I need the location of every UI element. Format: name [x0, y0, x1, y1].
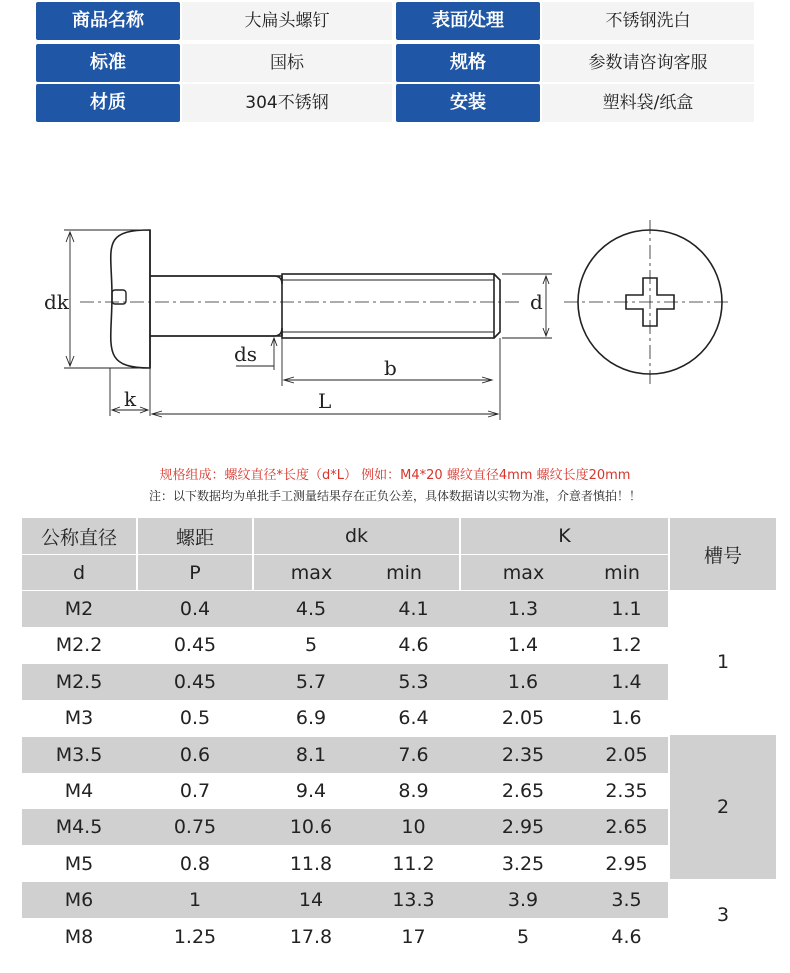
b-label: b: [384, 356, 397, 380]
cell-p: 0.45: [173, 670, 217, 693]
cell-d: M4.5: [55, 816, 103, 839]
cell-k-max: 5: [516, 925, 530, 948]
cell-k-min: 2.35: [605, 780, 648, 802]
info-label: 标准: [36, 44, 180, 82]
cell-k-min: 4.6: [611, 925, 642, 948]
cell-k-max: 2.65: [501, 780, 545, 802]
screw-technical-drawing: [40, 218, 730, 450]
cell-k-max: 1.4: [507, 634, 539, 657]
header-k-max: max: [502, 561, 545, 584]
slot-cell: 2: [670, 735, 776, 879]
cell-dk-max: 5.7: [295, 670, 327, 693]
cell-d: M6: [64, 889, 94, 912]
cell-d: M8: [64, 925, 94, 948]
header-dk: dk: [254, 518, 459, 554]
info-value: 塑料袋/纸盒: [542, 84, 754, 122]
cell-k-min: 2.05: [605, 743, 648, 766]
cell-d: M2: [64, 598, 94, 620]
slot-cell: 1: [670, 591, 776, 733]
spec-note: 规格组成：螺纹直径*长度（d*L） 例如：M4*20 螺纹直径4mm 螺纹长度20mm: [159, 468, 631, 483]
ds-label: ds: [234, 342, 258, 366]
table-row: [22, 737, 668, 773]
cell-dk-min: 4.6: [398, 634, 429, 657]
cell-k-max: 2.95: [501, 816, 545, 839]
cell-k-max: 2.05: [501, 707, 545, 730]
cell-k-min: 1.2: [611, 634, 642, 657]
header-dk-max: max: [290, 561, 333, 584]
header-k: K: [461, 518, 668, 554]
info-value: 参数请咨询客服: [542, 44, 754, 82]
cell-k-min: 1.1: [611, 598, 642, 620]
cell-d: M2.5: [55, 670, 103, 693]
header-d: d: [22, 555, 136, 590]
cell-d: M4: [64, 780, 94, 802]
cell-p: 1: [188, 889, 202, 912]
cell-dk-min: 5.3: [398, 670, 429, 693]
cell-d: M3.5: [55, 743, 103, 766]
table-row: [22, 664, 668, 700]
info-value: 304不锈钢: [182, 84, 392, 122]
cell-dk-max: 11.8: [289, 852, 333, 875]
cell-k-max: 1.3: [507, 598, 539, 620]
cell-k-min: 3.5: [611, 889, 642, 912]
l-label: L: [318, 389, 332, 413]
slot-cell: 3: [670, 881, 776, 948]
cell-dk-max: 4.5: [295, 598, 327, 620]
cell-k-min: 2.95: [605, 852, 648, 875]
cell-d: M3: [64, 707, 94, 730]
cell-k-max: 3.25: [501, 852, 545, 875]
cell-dk-max: 17.8: [289, 925, 333, 948]
table-row: [22, 773, 668, 809]
header-dk-min: min: [386, 561, 422, 584]
table-row: [22, 700, 668, 736]
cell-dk-min: 6.4: [398, 707, 429, 730]
cell-dk-min: 17: [401, 925, 426, 948]
cell-dk-min: 8.9: [398, 780, 429, 802]
cell-k-max: 3.9: [507, 889, 539, 912]
d-label: d: [530, 290, 543, 314]
cell-p: 0.4: [179, 598, 211, 620]
info-row: [36, 2, 754, 40]
k-label: k: [124, 387, 137, 411]
info-label: 商品名称: [36, 2, 180, 40]
cell-k-min: 1.6: [611, 707, 642, 730]
table-row: [22, 809, 668, 845]
header-p: P: [138, 555, 252, 590]
cell-d: M2.2: [55, 634, 103, 657]
header-slot: 槽号: [670, 518, 776, 590]
info-value: 国标: [182, 44, 392, 82]
info-value: 不锈钢洗白: [542, 2, 754, 40]
table-row: [22, 882, 668, 918]
cell-dk-max: 9.4: [295, 780, 327, 802]
table-row: [22, 591, 668, 627]
cell-p: 1.25: [173, 925, 217, 948]
cell-p: 0.8: [179, 852, 211, 875]
cell-dk-max: 10.6: [289, 816, 333, 839]
product-info-table: [36, 2, 754, 120]
header-pitch: 螺距: [138, 518, 252, 554]
cell-k-min: 1.4: [611, 670, 642, 693]
dk-label: dk: [44, 290, 69, 314]
header-k-min: min: [604, 561, 640, 584]
cell-dk-min: 10: [401, 816, 426, 839]
cell-dk-max: 6.9: [295, 707, 327, 730]
disclaimer-note: 注：以下数据均为单批手工测量结果存在正负公差，具体数据请以实物为准，介意者慎拍！！: [148, 489, 641, 503]
threaded-shank: [282, 274, 494, 338]
cell-p: 0.7: [179, 780, 211, 802]
cell-d: M5: [64, 852, 94, 875]
header-dk-sub: [254, 555, 459, 590]
cell-dk-max: 14: [298, 889, 324, 912]
cell-dk-max: 5: [304, 634, 318, 657]
cell-k-min: 2.65: [605, 816, 648, 839]
cell-dk-min: 7.6: [398, 743, 429, 766]
info-label: 安装: [396, 84, 540, 122]
cell-dk-min: 13.3: [392, 889, 435, 912]
table-row: [22, 846, 668, 882]
cell-dk-min: 11.2: [392, 852, 435, 875]
info-value: 大扁头螺钉: [182, 2, 392, 40]
cell-p: 0.5: [179, 707, 211, 730]
screw-head: [111, 230, 150, 368]
cell-p: 0.45: [173, 634, 217, 657]
info-label: 材质: [36, 84, 180, 122]
header-k-sub: [461, 555, 668, 590]
info-label: 规格: [396, 44, 540, 82]
cell-dk-min: 4.1: [398, 598, 429, 620]
info-row: [36, 44, 754, 82]
table-row: [22, 627, 668, 663]
table-row: [22, 919, 668, 955]
header-diameter: 公称直径: [22, 518, 136, 554]
spec-table: [22, 518, 776, 948]
cell-dk-max: 8.1: [295, 743, 327, 766]
cell-p: 0.75: [173, 816, 217, 839]
info-label: 表面处理: [396, 2, 540, 40]
cell-k-max: 1.6: [507, 670, 539, 693]
info-row: [36, 84, 754, 122]
cell-p: 0.6: [179, 743, 211, 766]
cell-k-max: 2.35: [501, 743, 545, 766]
